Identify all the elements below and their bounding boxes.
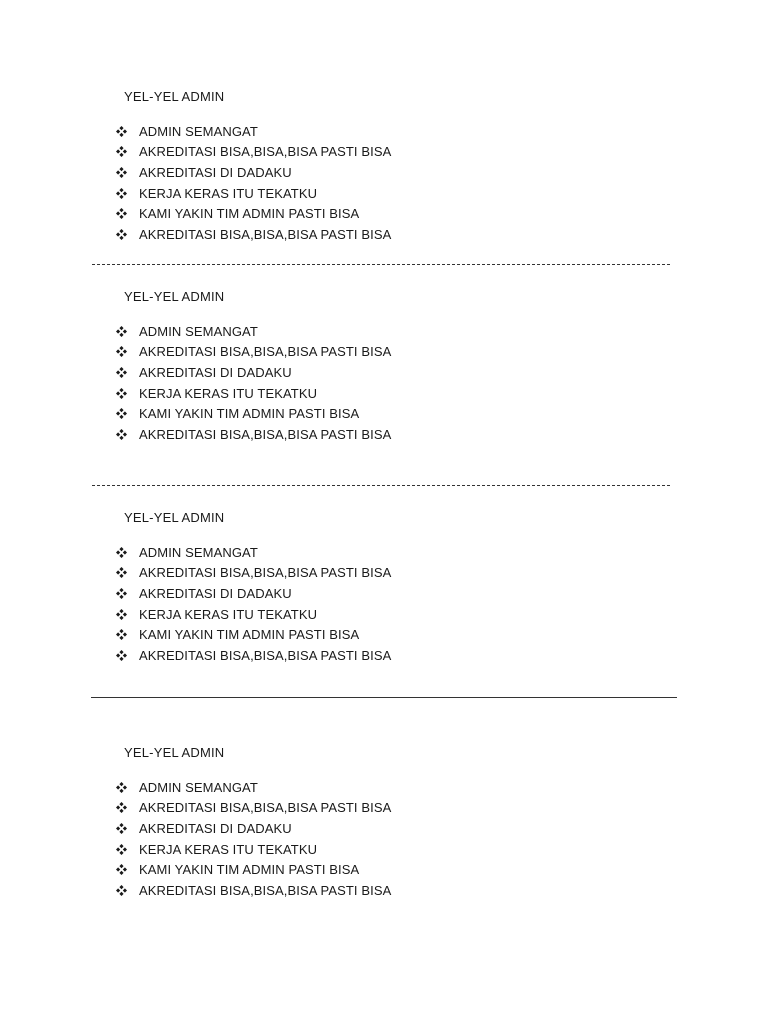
diamond-dots-bullet-icon xyxy=(116,367,127,378)
diamond-dots-bullet-icon xyxy=(116,782,127,793)
item-text: AKREDITASI DI DADAKU xyxy=(139,164,292,180)
diamond-dots-bullet-icon xyxy=(116,346,127,357)
item-text: AKREDITASI BISA,BISA,BISA PASTI BISA xyxy=(139,565,392,581)
diamond-dots-bullet-icon xyxy=(116,388,127,399)
list-item xyxy=(116,342,391,363)
item-text: KAMI YAKIN TIM ADMIN PASTI BISA xyxy=(139,862,360,878)
list-item xyxy=(116,203,391,224)
list-item xyxy=(116,362,391,383)
list-item xyxy=(116,142,391,163)
list-item xyxy=(116,818,391,839)
diamond-dots-bullet-icon xyxy=(116,188,127,199)
item-text: AKREDITASI BISA,BISA,BISA PASTI BISA xyxy=(139,144,392,160)
item-text: AKREDITASI DI DADAKU xyxy=(139,364,292,380)
diamond-dots-bullet-icon xyxy=(116,885,127,896)
yel-list xyxy=(116,777,391,901)
list-item xyxy=(116,880,391,901)
item-text: AKREDITASI BISA,BISA,BISA PASTI BISA xyxy=(139,226,392,242)
item-text: AKREDITASI DI DADAKU xyxy=(139,585,292,601)
solid-separator xyxy=(91,697,677,698)
item-text: KAMI YAKIN TIM ADMIN PASTI BISA xyxy=(139,627,360,643)
item-text: AKREDITASI BISA,BISA,BISA PASTI BISA xyxy=(139,882,392,898)
diamond-dots-bullet-icon xyxy=(116,146,127,157)
diamond-dots-bullet-icon xyxy=(116,229,127,240)
list-item xyxy=(116,183,391,204)
item-text: AKREDITASI DI DADAKU xyxy=(139,820,292,836)
list-item xyxy=(116,121,391,142)
list-item xyxy=(116,777,391,798)
list-item xyxy=(116,162,391,183)
diamond-dots-bullet-icon xyxy=(116,567,127,578)
diamond-dots-bullet-icon xyxy=(116,823,127,834)
yel-list xyxy=(116,542,391,666)
diamond-dots-bullet-icon xyxy=(116,629,127,640)
diamond-dots-bullet-icon xyxy=(116,864,127,875)
item-text: ADMIN SEMANGAT xyxy=(139,544,258,560)
diamond-dots-bullet-icon xyxy=(116,547,127,558)
item-text: KERJA KERAS ITU TEKATKU xyxy=(139,185,318,201)
list-item xyxy=(116,424,391,445)
diamond-dots-bullet-icon xyxy=(116,802,127,813)
diamond-dots-bullet-icon xyxy=(116,429,127,440)
diamond-dots-bullet-icon xyxy=(116,588,127,599)
list-item xyxy=(116,859,391,880)
section-title: YEL-YEL ADMIN xyxy=(124,289,225,304)
diamond-dots-bullet-icon xyxy=(116,609,127,620)
item-text: KAMI YAKIN TIM ADMIN PASTI BISA xyxy=(139,206,360,222)
list-item xyxy=(116,321,391,342)
diamond-dots-bullet-icon xyxy=(116,208,127,219)
list-item xyxy=(116,645,391,666)
list-item xyxy=(116,542,391,563)
item-text: KAMI YAKIN TIM ADMIN PASTI BISA xyxy=(139,406,360,422)
item-text: ADMIN SEMANGAT xyxy=(139,123,258,139)
list-item xyxy=(116,604,391,625)
dashed-separator xyxy=(92,485,670,486)
diamond-dots-bullet-icon xyxy=(116,167,127,178)
list-item xyxy=(116,383,391,404)
yel-list xyxy=(116,321,391,445)
item-text: ADMIN SEMANGAT xyxy=(139,779,258,795)
diamond-dots-bullet-icon xyxy=(116,126,127,137)
diamond-dots-bullet-icon xyxy=(116,844,127,855)
item-text: AKREDITASI BISA,BISA,BISA PASTI BISA xyxy=(139,647,392,663)
item-text: AKREDITASI BISA,BISA,BISA PASTI BISA xyxy=(139,426,392,442)
section-title: YEL-YEL ADMIN xyxy=(124,510,225,525)
item-text: KERJA KERAS ITU TEKATKU xyxy=(139,606,318,622)
item-text: ADMIN SEMANGAT xyxy=(139,323,258,339)
dashed-separator xyxy=(92,264,670,265)
diamond-dots-bullet-icon xyxy=(116,326,127,337)
list-item xyxy=(116,583,391,604)
item-text: AKREDITASI BISA,BISA,BISA PASTI BISA xyxy=(139,344,392,360)
item-text: KERJA KERAS ITU TEKATKU xyxy=(139,841,318,857)
list-item xyxy=(116,403,391,424)
list-item xyxy=(116,624,391,645)
list-item xyxy=(116,563,391,584)
list-item xyxy=(116,798,391,819)
item-text: KERJA KERAS ITU TEKATKU xyxy=(139,385,318,401)
diamond-dots-bullet-icon xyxy=(116,650,127,661)
list-item xyxy=(116,839,391,860)
yel-list xyxy=(116,121,391,245)
section-title: YEL-YEL ADMIN xyxy=(124,89,225,104)
section-title: YEL-YEL ADMIN xyxy=(124,745,225,760)
list-item xyxy=(116,224,391,245)
item-text: AKREDITASI BISA,BISA,BISA PASTI BISA xyxy=(139,800,392,816)
diamond-dots-bullet-icon xyxy=(116,408,127,419)
